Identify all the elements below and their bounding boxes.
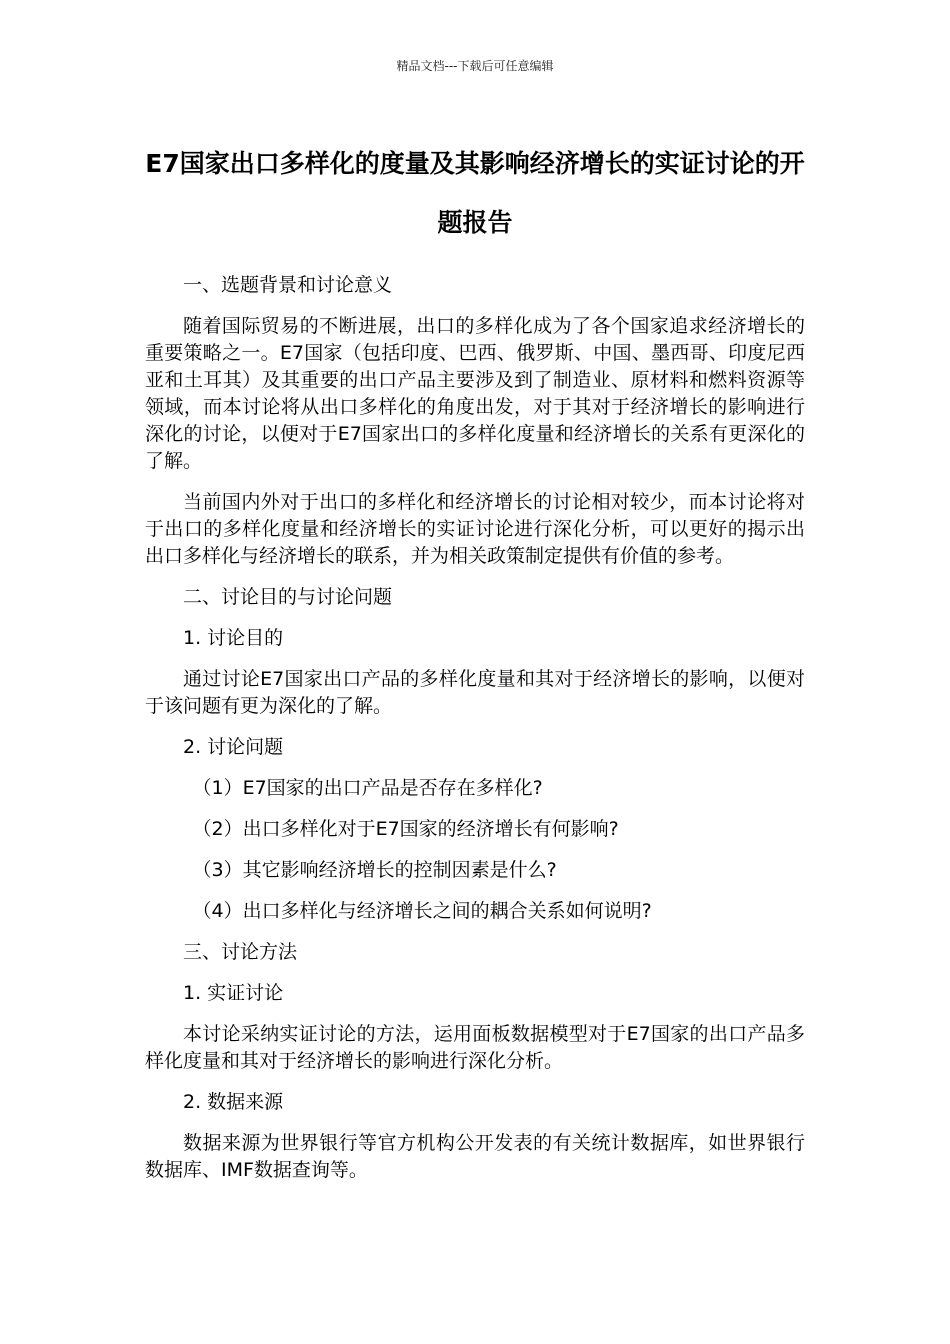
section-2-subheading-1: 1. 讨论目的 bbox=[183, 627, 284, 649]
section-2-paragraph-1: 通过讨论E7国家出口产品的多样化度量和其对于经济增长的影响，以便对于该问题有更为深化的了解。 bbox=[145, 668, 805, 717]
section-1-paragraph-1: 随着国际贸易的不断进展，出口的多样化成为了各个国家追求经济增长的重要策略之一。E7国家（包括印度、巴西、俄罗斯、中国、墨西哥、印度尼西亚和土耳其）及其重要的出口产品主要涉及到了制造业、原材料和燃料资源等领域，而本讨论将从出口多样化的角度出发，对于其对于经济增长的影响进行深化的讨论，以便对于E7国家出口的多样化度量和经济增长的关系有更深化的了解。 bbox=[145, 315, 805, 472]
section-3-paragraph-1: 本讨论采纳实证讨论的方法，运用面板数据模型对于E7国家的出口产品多样化度量和其对于经济增长的影响进行深化分析。 bbox=[145, 1023, 805, 1072]
section-2-heading: 二、讨论目的与讨论问题 bbox=[183, 586, 393, 608]
question-1: （1）E7国家的出口产品是否存在多样化? bbox=[192, 777, 543, 799]
section-2-subheading-2: 2. 讨论问题 bbox=[183, 736, 284, 758]
section-3-paragraph-2: 数据来源为世界银行等官方机构公开发表的有关统计数据库，如世界银行数据库、IMF数据查询等。 bbox=[145, 1132, 805, 1181]
question-2: （2）出口多样化对于E7国家的经济增长有何影响? bbox=[192, 818, 619, 840]
document-title: E7国家出口多样化的度量及其影响经济增长的实证讨论的开题报告 bbox=[145, 149, 805, 237]
question-4: （4）出口多样化与经济增长之间的耦合关系如何说明? bbox=[192, 900, 652, 922]
section-1-paragraph-2: 当前国内外对于出口的多样化和经济增长的讨论相对较少，而本讨论将对于出口的多样化度量和经济增长的实证讨论进行深化分析，可以更好的揭示出出口多样化与经济增长的联系，并为相关政策制定提供有价值的参考。 bbox=[145, 491, 805, 567]
section-3-heading: 三、讨论方法 bbox=[183, 941, 298, 963]
section-3-subheading-1: 1. 实证讨论 bbox=[183, 982, 284, 1004]
document-body bbox=[145, 272, 805, 1198]
header-note: 精品文档---下载后可任意编辑 bbox=[396, 59, 554, 73]
section-3-subheading-2: 2. 数据来源 bbox=[183, 1091, 284, 1113]
question-3: （3）其它影响经济增长的控制因素是什么? bbox=[192, 859, 557, 881]
section-1-heading: 一、选题背景和讨论意义 bbox=[183, 274, 393, 296]
